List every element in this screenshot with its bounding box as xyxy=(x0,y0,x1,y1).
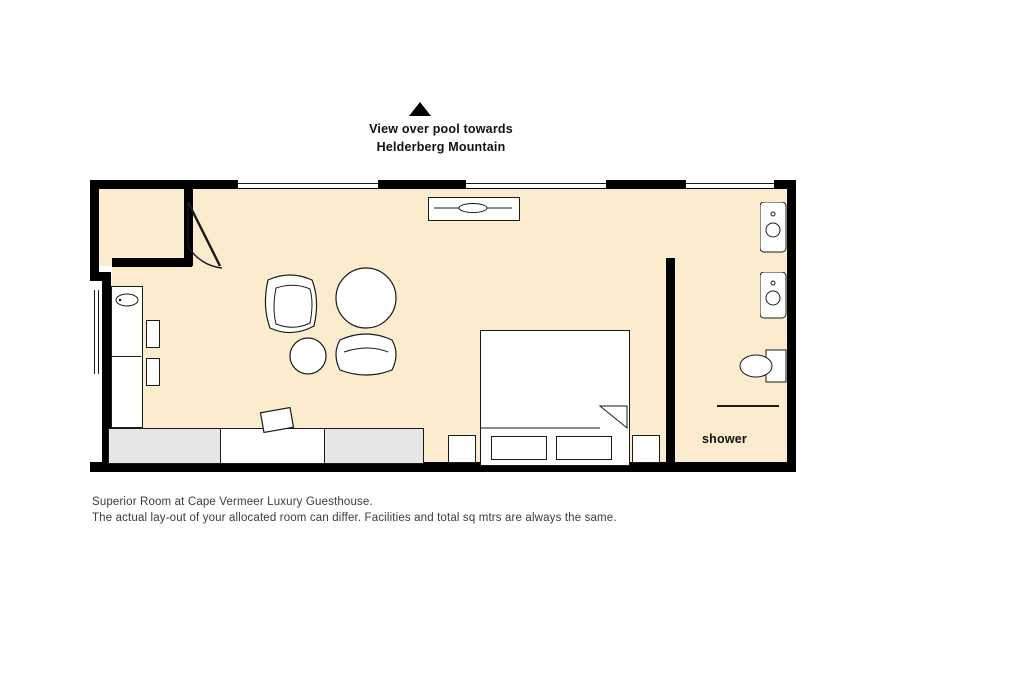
cabinet-upper xyxy=(146,320,160,348)
left-wall-basin-icon xyxy=(114,292,140,308)
shower-label: shower xyxy=(702,432,747,446)
bench-left xyxy=(108,428,222,464)
wall-bathroom-partition xyxy=(666,258,675,464)
window-top-right xyxy=(686,180,774,188)
toilet-icon xyxy=(738,348,788,384)
vanity-basin-top-icon xyxy=(760,202,788,254)
view-note-line-2: Helderberg Mountain xyxy=(376,140,506,154)
vanity-basin-lower-icon xyxy=(760,272,788,320)
window-left-glazing xyxy=(98,290,99,374)
pillow-left xyxy=(491,436,547,460)
desk-chair xyxy=(258,404,298,434)
wardrobe-divider xyxy=(111,356,141,357)
plan-drawing xyxy=(90,180,796,472)
plan-caption xyxy=(92,495,617,526)
wall-left-jog xyxy=(90,272,111,281)
window-top-center xyxy=(466,180,606,188)
pillow-right xyxy=(556,436,612,460)
caption-line-1: Superior Room at Cape Vermeer Luxury Guesthouse. xyxy=(92,496,373,508)
window-top-right-glazing xyxy=(686,183,774,184)
wall-right xyxy=(787,180,796,472)
caption-line-2: The actual lay-out of your allocated room can differ. Facilities and total sq mtrs are always the same. xyxy=(92,511,617,524)
bedside-table-left xyxy=(448,435,476,463)
wall-left-upper xyxy=(90,180,99,280)
bedside-table-right xyxy=(632,435,660,463)
wall-lobby-sill xyxy=(112,258,192,267)
view-direction-arrow-icon xyxy=(409,102,431,116)
view-direction-note xyxy=(296,120,586,156)
bench-right xyxy=(324,428,424,464)
cabinet-lower xyxy=(146,358,160,386)
window-top-left-glazing xyxy=(238,183,378,184)
entrance-lobby-fill xyxy=(98,188,190,266)
seating-group xyxy=(260,266,420,386)
entrance-door-swing-icon xyxy=(184,200,229,270)
shower-screen-line xyxy=(717,405,779,407)
console-desk-detail xyxy=(428,197,518,219)
window-top-left xyxy=(238,180,378,188)
view-note-line-1: View over pool towards xyxy=(369,122,513,136)
window-left-frame xyxy=(94,290,95,374)
window-top-center-glazing xyxy=(466,183,606,184)
